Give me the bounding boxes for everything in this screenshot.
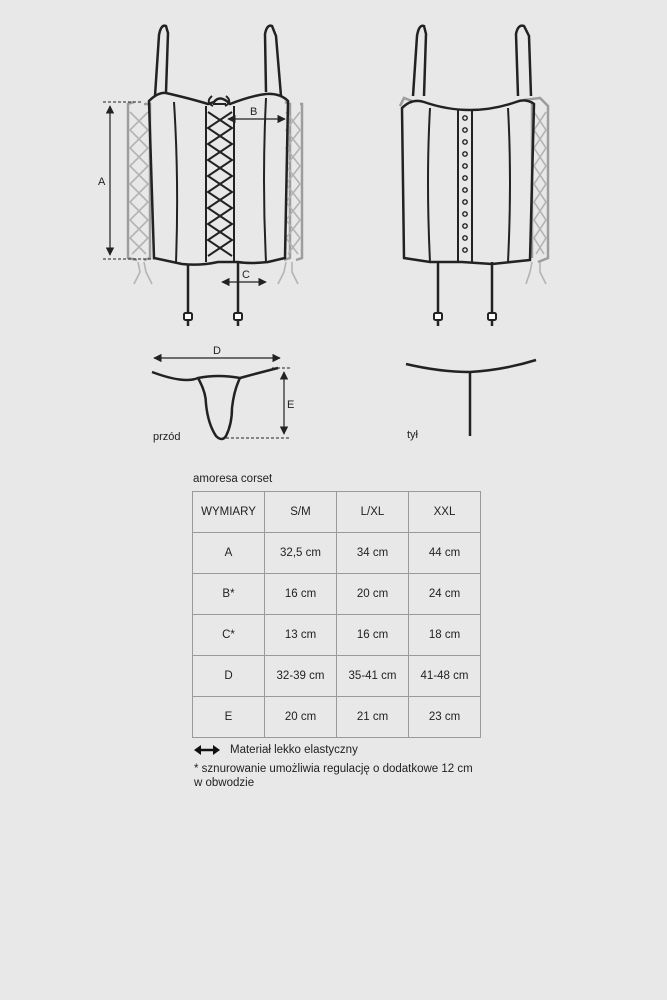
table-cell: A <box>193 533 265 574</box>
footnote-line: * sznurowanie umożliwia regulację o dodatkowe 12 cm <box>194 763 473 775</box>
thong-back-drawing <box>406 360 536 436</box>
dimension-c-label: C <box>242 269 250 281</box>
table-cell: 41-48 cm <box>409 656 481 697</box>
table-cell: 35-41 cm <box>337 656 409 697</box>
legend <box>193 744 358 756</box>
table-row <box>193 615 481 656</box>
table-cell: 13 cm <box>265 615 337 656</box>
table-cell: 16 cm <box>337 615 409 656</box>
table-cell: 34 cm <box>337 533 409 574</box>
table-row <box>193 656 481 697</box>
table-cell: 44 cm <box>409 533 481 574</box>
table-cell: B* <box>193 574 265 615</box>
dimension-d <box>154 345 280 358</box>
table-row <box>193 697 481 738</box>
dimension-b-label: B <box>250 106 258 118</box>
table-cell: 16 cm <box>265 574 337 615</box>
table-header-row <box>193 492 481 533</box>
legend-text: Materiał lekko elastyczny <box>230 744 358 756</box>
dimension-e-label: E <box>287 399 295 411</box>
table-row <box>193 574 481 615</box>
table-cell: 32,5 cm <box>265 533 337 574</box>
corset-back-drawing <box>400 26 548 326</box>
table-cell: 20 cm <box>265 697 337 738</box>
table-cell: 18 cm <box>409 615 481 656</box>
table-cell: D <box>193 656 265 697</box>
table-cell: 23 cm <box>409 697 481 738</box>
dimension-d-label: D <box>213 345 221 357</box>
table-header-cell: L/XL <box>337 492 409 533</box>
thong-front-drawing <box>152 368 278 439</box>
corset-front-drawing <box>128 26 302 326</box>
footnote-line: w obwodzie <box>194 777 255 789</box>
table-cell: 32-39 cm <box>265 656 337 697</box>
dimension-a-label: A <box>98 176 106 188</box>
product-diagram <box>0 0 667 460</box>
size-table <box>192 491 481 738</box>
product-title: amoresa corset <box>193 473 273 485</box>
back-caption: tył <box>407 429 418 441</box>
front-caption: przód <box>153 431 181 443</box>
double-arrow-icon <box>193 744 221 756</box>
footnote <box>194 762 514 790</box>
table-cell: 24 cm <box>409 574 481 615</box>
table-header-cell: XXL <box>409 492 481 533</box>
table-row <box>193 533 481 574</box>
dimension-b <box>228 106 285 119</box>
table-cell: 20 cm <box>337 574 409 615</box>
table-cell: E <box>193 697 265 738</box>
table-cell: C* <box>193 615 265 656</box>
table-cell: 21 cm <box>337 697 409 738</box>
table-header-cell: S/M <box>265 492 337 533</box>
dimension-c <box>222 269 266 282</box>
table-header-cell: WYMIARY <box>193 492 265 533</box>
